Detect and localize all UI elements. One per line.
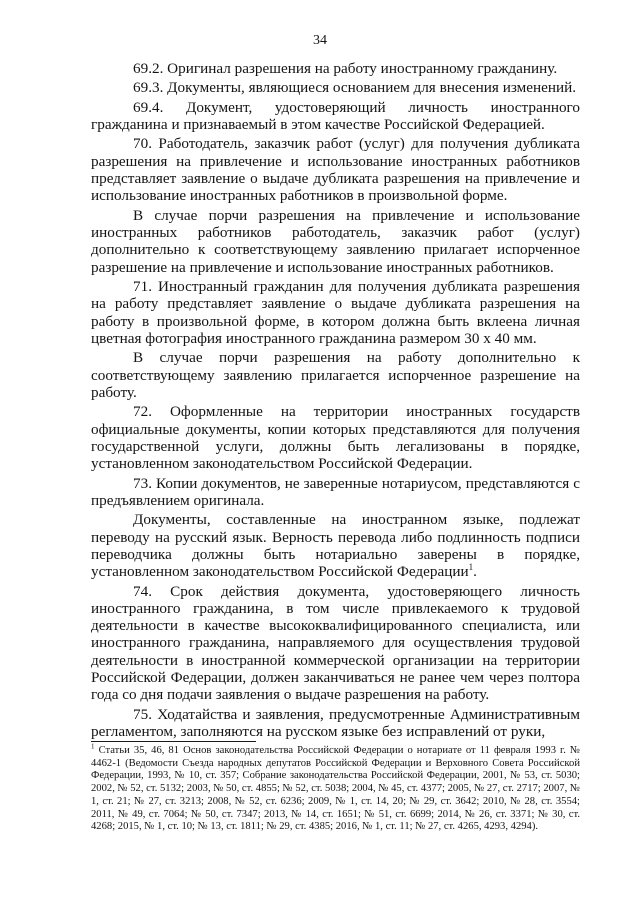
footnote-marker: 1 (91, 742, 95, 751)
paragraph-74: 74. Срок действия документа, удостоверяющего личность иностранного гражданина, в том числе привлекаемого к трудовой деятельности в качестве высококвалифицированного специалиста, или иностранного гражданина, направляемого для осуществления трудовой деятельности в иностранной коммерческой организации на территории Российской Федерации, должен заканчиваться не ранее чем через полтора года со дня подачи заявления о выдаче разрешения на работу. (91, 582, 580, 704)
paragraph-72: 72. Оформленные на территории иностранных государств официальные документы, копии которых представляются для получения государственной услуги, должны быть легализованы в порядке, установленном законодательством Российской Федерации. (91, 403, 580, 473)
paragraph-71-damage: В случае порчи разрешения на работу дополнительно к соответствующему заявлению прилагается испорченное разрешение на работу. (91, 349, 580, 401)
footnote-reference: 1 (468, 562, 474, 573)
footnote-text: Статьи 35, 46, 81 Основ законодательства Российской Федерации о нотариате от 11 февраля 1993 г. № 4462-1 (Ведомости Съезда народных депутатов Российской Федерации и Верховного Совета Российской Федерации, 1993, № 10, ст. 357; Собрание законодательства Российской Федерации, 2001, № 53, ст. 5030; 2002, № 52, ст. 5132; 2003, № 50, ст. 4855; № 52, ст. 5038; 2004, № 45, ст. 4377; 2005, № 27, ст. 2717; 2007, № 1, ст. 21; № 27, ст. 3213; 2008, № 52, ст. 6236; 2009, № 1, ст. 14, 20; № 29, ст. 3642; 2010, № 28, ст. 3554; 2011, № 49, ст. 7064; № 50, ст. 7347; 2013, № 14, ст. 1651; № 51, ст. 6699; 2014, № 26, ст. 3371; № 30, ст. 4268; 2015, № 1, ст. 10; № 13, ст. 1811; № 29, ст. 4385; 2016, № 1, ст. 11; № 27, ст. 4265, 4293, 4294). (91, 745, 581, 833)
paragraph-69-2: 69.2. Оригинал разрешения на работу иностранному гражданину. (133, 60, 558, 77)
paragraph-70: 70. Работодатель, заказчик работ (услуг) для получения дубликата разрешения на привлечение и использование иностранных работников представляет заявление о выдаче дубликата разрешения на привлечение и использование иностранных работников в произвольной форме. (91, 135, 580, 205)
paragraph-75: 75. Ходатайства и заявления, предусмотренные Административным регламентом, заполняются на русском языке без исправлений от руки, (91, 705, 580, 741)
paragraph-70-damage: В случае порчи разрешения на привлечение и использование иностранных работников работодатель, заказчик работ (услуг) дополнительно к соответствующему заявлению прилагает испорченное разрешение на привлечение и использование иностранных работников. (91, 206, 580, 276)
paragraph-73: 73. Копии документов, не заверенные нотариусом, представляются с предъявлением оригинала. (91, 474, 580, 509)
paragraph-69-4: 69.4. Документ, удостоверяющий личность иностранного гражданина и признаваемый в этом качестве Российской Федерацией. (91, 98, 580, 134)
page-number: 34 (313, 33, 327, 48)
footnote-separator (91, 741, 256, 742)
paragraph-73-translation-text: Документы, составленные на иностранном языке, подлежат переводу на русский язык. Верность перевода либо подлинность подписи переводчика должны быть нотариально заверены в порядке, установленном законодательством Российской Федерации (91, 511, 580, 581)
footnote (91, 742, 581, 834)
body-text (91, 60, 580, 742)
paragraph-69-3: 69.3. Документы, являющиеся основанием для внесения изменений. (133, 79, 577, 97)
paragraph-71: 71. Иностранный гражданин для получения дубликата разрешения на работу представляет заявление о выдаче дубликата разрешения на работу в произвольной форме, в котором должна быть вклеена личная цветная фотография иностранного гражданина размером 30 х 40 мм. (91, 278, 580, 347)
paragraph-73-translation: Документы, составленные на иностранном языке, подлежат переводу на русский язык. Верность перевода либо подлинность подписи переводчика должны быть нотариально заверены в порядке, установленном законодательством Российской Федерации$^1$. (91, 511, 580, 581)
